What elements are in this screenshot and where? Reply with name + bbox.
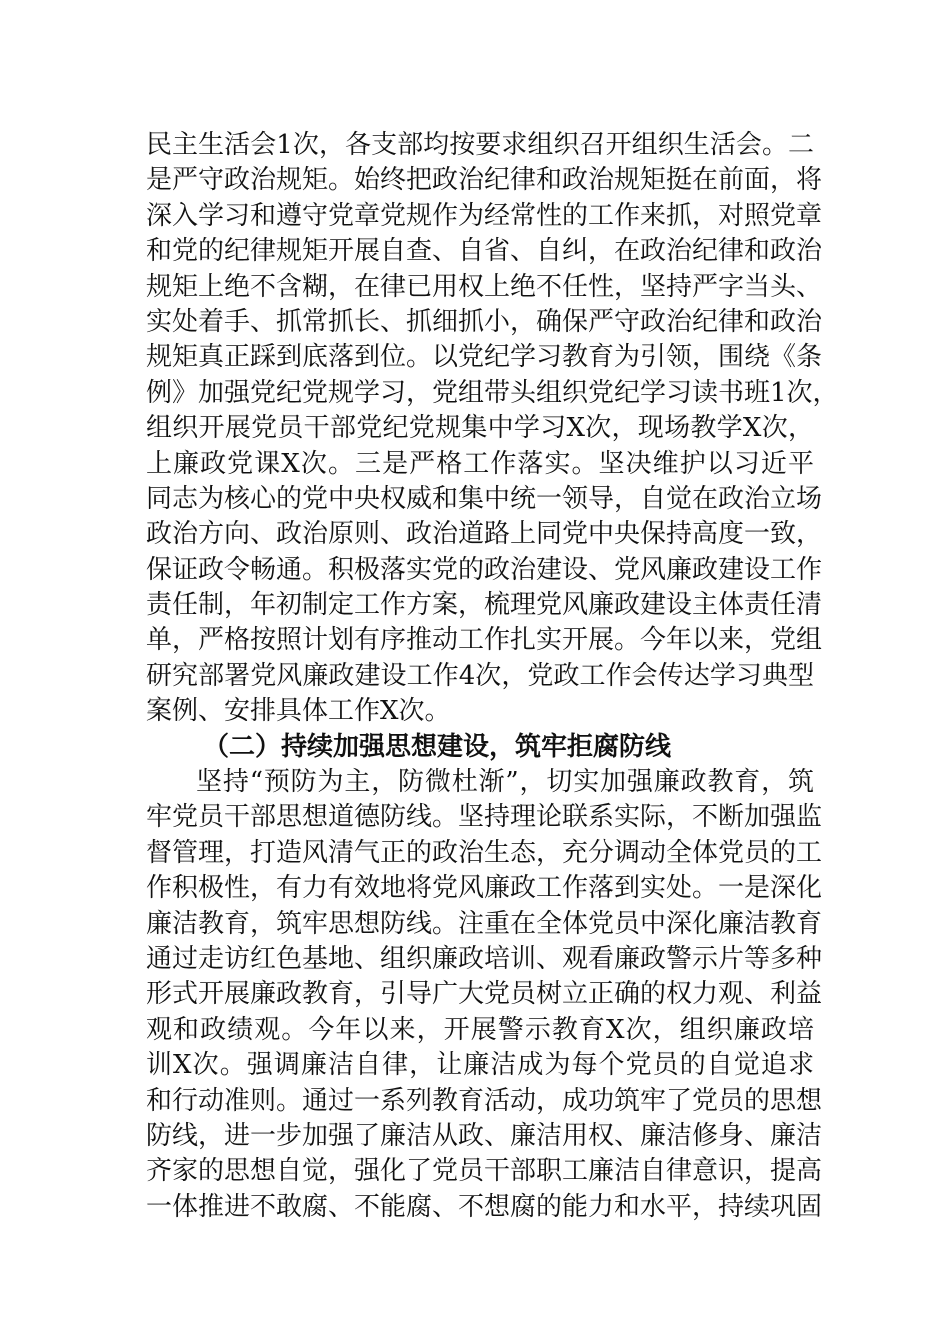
body-text-line: 作积极性，有力有效地将党风廉政工作落到实处。一是深化 [146,873,823,904]
body-text-line: 和党的纪律规矩开展自查、自省、自纠，在政治纪律和政治 [146,236,823,267]
body-text-line: 齐家的思想自觉，强化了党员干部职工廉洁自律意识，提高 [146,1156,823,1187]
body-text-line: 责任制，年初制定工作方案，梳理党风廉政建设主体责任清 [146,590,823,621]
body-text-line: 训X次。强调廉洁自律，让廉洁成为每个党员的自觉追求 [146,1050,814,1081]
body-text-line: 单，严格按照计划有序推动工作扎实开展。今年以来，党组 [146,625,823,656]
body-text-line: 防线，进一步加强了廉洁从政、廉洁用权、廉洁修身、廉洁 [146,1120,823,1151]
body-text-line: 观和政绩观。今年以来，开展警示教育X次，组织廉政培 [146,1014,814,1045]
body-text-line: 规矩上绝不含糊，在律已用权上绝不任性，坚持严字当头、 [146,271,823,302]
body-text-line: 通过走访红色基地、组织廉政培训、观看廉政警示片等多种 [146,943,823,974]
body-text-line: 研究部署党风廉政建设工作4次，党政工作会传达学习典型 [146,660,814,691]
body-text-line: 规矩真正踩到底落到位。以党纪学习教育为引领，围绕《条 [146,342,823,373]
body-text-line: 形式开展廉政教育，引导广大党员树立正确的权力观、利益 [146,979,823,1010]
body-text-line: 牢党员干部思想道德防线。坚持理论联系实际，不断加强监 [146,802,823,833]
body-text-line: 廉洁教育，筑牢思想防线。注重在全体党员中深化廉洁教育 [146,908,823,939]
body-text-line: 同志为核心的党中央权威和集中统一领导，自觉在政治立场 [146,483,823,514]
body-text-line: 实处着手、抓常抓长、抓细抓小，确保严守政治纪律和政治 [146,306,823,337]
body-text-line: 督管理，打造风清气正的政治生态，充分调动全体党员的工 [146,837,823,868]
body-text-line: 一体推进不敢腐、不能腐、不想腐的能力和水平，持续巩固 [146,1191,823,1222]
body-text-line: 上廉政党课X次。三是严格工作落实。坚决维护以习近平 [146,448,814,479]
body-text-line: 政治方向、政治原则、政治道路上同党中央保持高度一致， [146,519,823,550]
paragraph-first-line: 坚持“预防为主，防微杜渐”，切实加强廉政教育，筑 [196,767,814,798]
body-text-line: 组织开展党员干部党纪党规集中学习X次，现场教学X次， [146,413,814,444]
body-text-line: 例》加强党纪党规学习，党组带头组织党纪学习读书班1次， [146,377,839,408]
body-text-line: 和行动准则。通过一系列教育活动，成功筑牢了党员的思想 [146,1085,823,1116]
body-text-line: 是严守政治规矩。始终把政治纪律和政治规矩挺在前面，将 [146,165,823,196]
section-heading: （二）持续加强思想建设，筑牢拒腐防线 [203,731,672,762]
body-text-line: 民主生活会1次，各支部均按要求组织召开组织生活会。二 [146,130,814,160]
body-text-line: 深入学习和遵守党章党规作为经常性的工作来抓，对照党章 [146,200,823,231]
paragraph-last-line: 案例、安排具体工作X次。 [146,696,451,727]
document-body [146,128,839,1225]
body-text-line: 保证政令畅通。积极落实党的政治建设、党风廉政建设工作 [146,554,823,585]
